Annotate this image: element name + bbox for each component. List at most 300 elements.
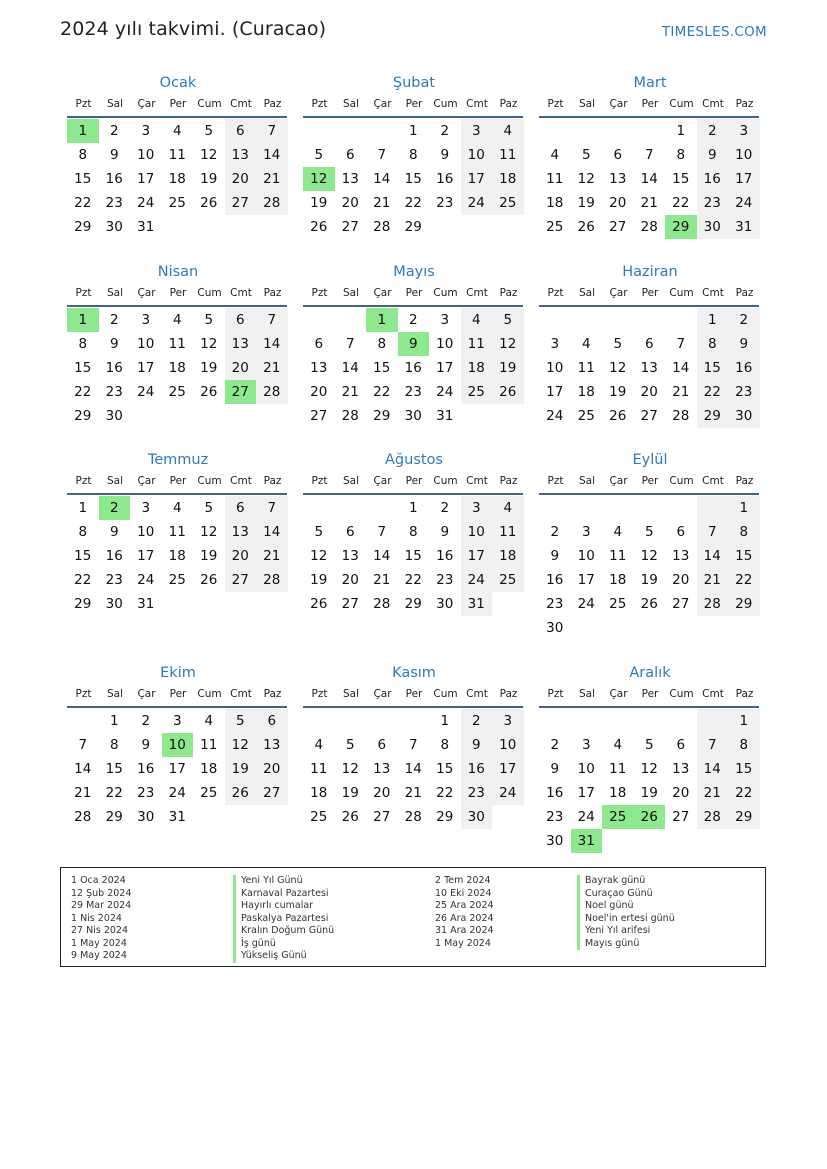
day-cell[interactable]: 11 (546, 171, 564, 187)
day-cell[interactable]: 17 (546, 384, 564, 400)
day-cell[interactable]: 13 (225, 143, 257, 167)
day-cell[interactable]: 1 (728, 496, 760, 520)
day-cell[interactable]: 4 (204, 713, 214, 729)
day-cell[interactable]: 1 (440, 713, 450, 729)
day-cell[interactable]: 30 (105, 219, 123, 235)
day-cell[interactable]: 18 (461, 356, 493, 380)
day-cell[interactable]: 29 (728, 805, 760, 829)
day-cell[interactable]: 1 (109, 713, 119, 729)
day-cell[interactable]: 3 (141, 312, 151, 328)
day-cell[interactable]: 9 (550, 761, 560, 777)
day-cell[interactable]: 2 (109, 123, 119, 139)
day-cell[interactable]: 8 (676, 147, 686, 163)
day-cell[interactable]: 12 (341, 761, 359, 777)
day-cell[interactable]: 25 (492, 568, 524, 592)
day-cell[interactable]: 28 (697, 592, 729, 616)
day-cell[interactable]: 18 (492, 544, 524, 568)
day-cell[interactable]: 6 (644, 336, 654, 352)
day-cell[interactable]: 8 (440, 737, 450, 753)
day-cell[interactable]: 24 (461, 568, 493, 592)
day-cell[interactable]: 27 (672, 809, 690, 825)
holiday-day[interactable]: 2 (99, 496, 131, 520)
day-cell[interactable]: 12 (200, 147, 218, 163)
day-cell[interactable]: 24 (436, 384, 454, 400)
day-cell[interactable]: 19 (310, 195, 328, 211)
day-cell[interactable]: 11 (200, 737, 218, 753)
day-cell[interactable]: 25 (310, 809, 328, 825)
day-cell[interactable]: 16 (728, 356, 760, 380)
day-cell[interactable]: 24 (137, 195, 155, 211)
day-cell[interactable]: 8 (408, 524, 418, 540)
day-cell[interactable]: 13 (373, 761, 391, 777)
day-cell[interactable]: 2 (550, 737, 560, 753)
day-cell[interactable]: 16 (436, 171, 454, 187)
day-cell[interactable]: 6 (345, 524, 355, 540)
day-cell[interactable]: 14 (697, 544, 729, 568)
day-cell[interactable]: 18 (168, 360, 186, 376)
day-cell[interactable]: 11 (609, 548, 627, 564)
day-cell[interactable]: 13 (225, 332, 257, 356)
day-cell[interactable]: 12 (492, 332, 524, 356)
holiday-day[interactable]: 29 (665, 215, 697, 239)
day-cell[interactable]: 2 (440, 500, 450, 516)
day-cell[interactable]: 30 (546, 833, 564, 849)
day-cell[interactable]: 3 (461, 496, 493, 520)
day-cell[interactable]: 18 (310, 785, 328, 801)
day-cell[interactable]: 21 (74, 785, 92, 801)
day-cell[interactable]: 14 (373, 171, 391, 187)
day-cell[interactable]: 3 (728, 119, 760, 143)
day-cell[interactable]: 5 (345, 737, 355, 753)
day-cell[interactable]: 9 (109, 147, 119, 163)
day-cell[interactable]: 17 (436, 360, 454, 376)
day-cell[interactable]: 30 (461, 805, 493, 829)
day-cell[interactable]: 29 (373, 408, 391, 424)
day-cell[interactable]: 30 (728, 404, 760, 428)
day-cell[interactable]: 25 (168, 384, 186, 400)
day-cell[interactable]: 8 (728, 520, 760, 544)
day-cell[interactable]: 10 (137, 524, 155, 540)
day-cell[interactable]: 23 (105, 384, 123, 400)
day-cell[interactable]: 31 (168, 809, 186, 825)
day-cell[interactable]: 9 (697, 143, 729, 167)
day-cell[interactable]: 27 (310, 408, 328, 424)
day-cell[interactable]: 29 (105, 809, 123, 825)
day-cell[interactable]: 17 (137, 171, 155, 187)
holiday-day[interactable]: 1 (67, 119, 99, 143)
day-cell[interactable]: 13 (256, 733, 288, 757)
day-cell[interactable]: 21 (697, 568, 729, 592)
day-cell[interactable]: 13 (341, 548, 359, 564)
day-cell[interactable]: 18 (168, 171, 186, 187)
day-cell[interactable]: 14 (256, 520, 288, 544)
day-cell[interactable]: 30 (105, 408, 123, 424)
day-cell[interactable]: 5 (492, 308, 524, 332)
day-cell[interactable]: 25 (609, 596, 627, 612)
holiday-day[interactable]: 12 (303, 167, 335, 191)
day-cell[interactable]: 26 (492, 380, 524, 404)
day-cell[interactable]: 3 (581, 524, 591, 540)
day-cell[interactable]: 3 (581, 737, 591, 753)
day-cell[interactable]: 6 (225, 308, 257, 332)
day-cell[interactable]: 22 (728, 568, 760, 592)
day-cell[interactable]: 8 (78, 524, 88, 540)
day-cell[interactable]: 2 (440, 123, 450, 139)
day-cell[interactable]: 17 (577, 572, 595, 588)
day-cell[interactable]: 22 (436, 785, 454, 801)
day-cell[interactable]: 20 (672, 572, 690, 588)
holiday-day[interactable]: 1 (67, 308, 99, 332)
day-cell[interactable]: 26 (310, 219, 328, 235)
day-cell[interactable]: 10 (137, 336, 155, 352)
day-cell[interactable]: 23 (546, 596, 564, 612)
day-cell[interactable]: 23 (728, 380, 760, 404)
day-cell[interactable]: 21 (256, 167, 288, 191)
day-cell[interactable]: 14 (672, 360, 690, 376)
day-cell[interactable]: 2 (728, 308, 760, 332)
day-cell[interactable]: 2 (141, 713, 151, 729)
day-cell[interactable]: 13 (640, 360, 658, 376)
day-cell[interactable]: 27 (341, 596, 359, 612)
day-cell[interactable]: 22 (404, 572, 422, 588)
day-cell[interactable]: 11 (168, 524, 186, 540)
day-cell[interactable]: 17 (461, 167, 493, 191)
day-cell[interactable]: 5 (204, 123, 214, 139)
day-cell[interactable]: 9 (440, 524, 450, 540)
day-cell[interactable]: 26 (577, 219, 595, 235)
day-cell[interactable]: 11 (168, 336, 186, 352)
day-cell[interactable]: 11 (492, 143, 524, 167)
day-cell[interactable]: 7 (256, 119, 288, 143)
day-cell[interactable]: 18 (577, 384, 595, 400)
day-cell[interactable]: 25 (168, 195, 186, 211)
day-cell[interactable]: 22 (74, 572, 92, 588)
day-cell[interactable]: 16 (105, 548, 123, 564)
day-cell[interactable]: 28 (640, 219, 658, 235)
day-cell[interactable]: 30 (697, 215, 729, 239)
day-cell[interactable]: 9 (728, 332, 760, 356)
day-cell[interactable]: 19 (200, 360, 218, 376)
day-cell[interactable]: 25 (461, 380, 493, 404)
day-cell[interactable]: 6 (314, 336, 324, 352)
day-cell[interactable]: 7 (377, 147, 387, 163)
day-cell[interactable]: 6 (676, 524, 686, 540)
day-cell[interactable]: 24 (461, 191, 493, 215)
day-cell[interactable]: 17 (461, 544, 493, 568)
day-cell[interactable]: 20 (256, 757, 288, 781)
day-cell[interactable]: 2 (550, 524, 560, 540)
day-cell[interactable]: 15 (74, 360, 92, 376)
day-cell[interactable]: 3 (141, 123, 151, 139)
day-cell[interactable]: 14 (697, 757, 729, 781)
day-cell[interactable]: 8 (728, 733, 760, 757)
day-cell[interactable]: 15 (728, 757, 760, 781)
day-cell[interactable]: 29 (728, 592, 760, 616)
day-cell[interactable]: 27 (225, 191, 257, 215)
day-cell[interactable]: 12 (200, 524, 218, 540)
day-cell[interactable]: 29 (74, 408, 92, 424)
day-cell[interactable]: 15 (672, 171, 690, 187)
day-cell[interactable]: 14 (74, 761, 92, 777)
day-cell[interactable]: 31 (728, 215, 760, 239)
day-cell[interactable]: 23 (461, 781, 493, 805)
day-cell[interactable]: 3 (461, 119, 493, 143)
day-cell[interactable]: 11 (609, 761, 627, 777)
day-cell[interactable]: 18 (546, 195, 564, 211)
day-cell[interactable]: 9 (461, 733, 493, 757)
day-cell[interactable]: 4 (314, 737, 324, 753)
day-cell[interactable]: 1 (728, 709, 760, 733)
day-cell[interactable]: 25 (546, 219, 564, 235)
day-cell[interactable]: 26 (200, 384, 218, 400)
day-cell[interactable]: 24 (577, 809, 595, 825)
day-cell[interactable]: 6 (256, 709, 288, 733)
day-cell[interactable]: 9 (550, 548, 560, 564)
day-cell[interactable]: 10 (436, 336, 454, 352)
day-cell[interactable]: 10 (728, 143, 760, 167)
day-cell[interactable]: 19 (310, 572, 328, 588)
day-cell[interactable]: 20 (225, 167, 257, 191)
day-cell[interactable]: 22 (74, 384, 92, 400)
holiday-day[interactable]: 9 (398, 332, 430, 356)
day-cell[interactable]: 16 (697, 167, 729, 191)
day-cell[interactable]: 3 (492, 709, 524, 733)
day-cell[interactable]: 22 (728, 781, 760, 805)
day-cell[interactable]: 23 (105, 195, 123, 211)
day-cell[interactable]: 19 (200, 548, 218, 564)
day-cell[interactable]: 16 (105, 171, 123, 187)
day-cell[interactable]: 4 (172, 312, 182, 328)
day-cell[interactable]: 15 (404, 171, 422, 187)
day-cell[interactable]: 4 (581, 336, 591, 352)
day-cell[interactable]: 13 (609, 171, 627, 187)
day-cell[interactable]: 11 (577, 360, 595, 376)
day-cell[interactable]: 27 (373, 809, 391, 825)
holiday-day[interactable]: 27 (225, 380, 257, 404)
day-cell[interactable]: 15 (436, 761, 454, 777)
day-cell[interactable]: 5 (644, 737, 654, 753)
day-cell[interactable]: 27 (672, 596, 690, 612)
day-cell[interactable]: 24 (492, 781, 524, 805)
day-cell[interactable]: 12 (609, 360, 627, 376)
day-cell[interactable]: 19 (492, 356, 524, 380)
day-cell[interactable]: 21 (672, 384, 690, 400)
day-cell[interactable]: 5 (204, 312, 214, 328)
day-cell[interactable]: 19 (609, 384, 627, 400)
day-cell[interactable]: 16 (436, 548, 454, 564)
day-cell[interactable]: 21 (373, 572, 391, 588)
day-cell[interactable]: 29 (404, 596, 422, 612)
day-cell[interactable]: 7 (697, 520, 729, 544)
day-cell[interactable]: 25 (168, 572, 186, 588)
day-cell[interactable]: 29 (697, 404, 729, 428)
day-cell[interactable]: 17 (168, 761, 186, 777)
day-cell[interactable]: 26 (225, 781, 257, 805)
holiday-day[interactable]: 25 (602, 805, 634, 829)
day-cell[interactable]: 24 (728, 191, 760, 215)
day-cell[interactable]: 23 (436, 195, 454, 211)
day-cell[interactable]: 1 (78, 500, 88, 516)
day-cell[interactable]: 10 (546, 360, 564, 376)
day-cell[interactable]: 23 (137, 785, 155, 801)
day-cell[interactable]: 7 (377, 524, 387, 540)
day-cell[interactable]: 15 (697, 356, 729, 380)
day-cell[interactable]: 12 (640, 548, 658, 564)
day-cell[interactable]: 10 (577, 761, 595, 777)
day-cell[interactable]: 29 (436, 809, 454, 825)
day-cell[interactable]: 13 (672, 761, 690, 777)
day-cell[interactable]: 29 (404, 219, 422, 235)
day-cell[interactable]: 17 (728, 167, 760, 191)
day-cell[interactable]: 24 (137, 384, 155, 400)
day-cell[interactable]: 18 (609, 572, 627, 588)
day-cell[interactable]: 3 (550, 336, 560, 352)
day-cell[interactable]: 27 (640, 408, 658, 424)
day-cell[interactable]: 4 (492, 496, 524, 520)
day-cell[interactable]: 17 (137, 360, 155, 376)
day-cell[interactable]: 4 (613, 524, 623, 540)
day-cell[interactable]: 22 (697, 380, 729, 404)
day-cell[interactable]: 14 (373, 548, 391, 564)
day-cell[interactable]: 22 (404, 195, 422, 211)
day-cell[interactable]: 4 (172, 123, 182, 139)
day-cell[interactable]: 18 (492, 167, 524, 191)
day-cell[interactable]: 25 (492, 191, 524, 215)
day-cell[interactable]: 15 (728, 544, 760, 568)
day-cell[interactable]: 21 (404, 785, 422, 801)
day-cell[interactable]: 7 (644, 147, 654, 163)
day-cell[interactable]: 28 (697, 805, 729, 829)
day-cell[interactable]: 12 (640, 761, 658, 777)
day-cell[interactable]: 20 (310, 384, 328, 400)
day-cell[interactable]: 11 (492, 520, 524, 544)
day-cell[interactable]: 28 (74, 809, 92, 825)
day-cell[interactable]: 24 (168, 785, 186, 801)
day-cell[interactable]: 11 (310, 761, 328, 777)
day-cell[interactable]: 20 (373, 785, 391, 801)
day-cell[interactable]: 14 (256, 143, 288, 167)
day-cell[interactable]: 5 (314, 147, 324, 163)
day-cell[interactable]: 7 (345, 336, 355, 352)
day-cell[interactable]: 6 (377, 737, 387, 753)
day-cell[interactable]: 26 (200, 195, 218, 211)
day-cell[interactable]: 16 (546, 572, 564, 588)
day-cell[interactable]: 14 (341, 360, 359, 376)
day-cell[interactable]: 7 (78, 737, 88, 753)
day-cell[interactable]: 20 (640, 384, 658, 400)
day-cell[interactable]: 23 (404, 384, 422, 400)
day-cell[interactable]: 30 (137, 809, 155, 825)
day-cell[interactable]: 19 (341, 785, 359, 801)
day-cell[interactable]: 18 (200, 761, 218, 777)
day-cell[interactable]: 20 (341, 195, 359, 211)
day-cell[interactable]: 28 (256, 191, 288, 215)
day-cell[interactable]: 4 (172, 500, 182, 516)
day-cell[interactable]: 4 (550, 147, 560, 163)
day-cell[interactable]: 5 (314, 524, 324, 540)
day-cell[interactable]: 18 (168, 548, 186, 564)
day-cell[interactable]: 13 (341, 171, 359, 187)
day-cell[interactable]: 5 (225, 709, 257, 733)
day-cell[interactable]: 9 (109, 336, 119, 352)
day-cell[interactable]: 7 (408, 737, 418, 753)
day-cell[interactable]: 31 (137, 219, 155, 235)
day-cell[interactable]: 13 (672, 548, 690, 564)
day-cell[interactable]: 28 (256, 380, 288, 404)
day-cell[interactable]: 8 (78, 147, 88, 163)
day-cell[interactable]: 19 (577, 195, 595, 211)
day-cell[interactable]: 9 (440, 147, 450, 163)
day-cell[interactable]: 19 (640, 785, 658, 801)
day-cell[interactable]: 24 (577, 596, 595, 612)
day-cell[interactable]: 19 (225, 757, 257, 781)
day-cell[interactable]: 28 (672, 408, 690, 424)
day-cell[interactable]: 20 (672, 785, 690, 801)
day-cell[interactable]: 17 (577, 785, 595, 801)
day-cell[interactable]: 28 (373, 219, 391, 235)
day-cell[interactable]: 27 (341, 219, 359, 235)
day-cell[interactable]: 21 (256, 356, 288, 380)
day-cell[interactable]: 23 (546, 809, 564, 825)
day-cell[interactable]: 17 (137, 548, 155, 564)
day-cell[interactable]: 5 (204, 500, 214, 516)
day-cell[interactable]: 22 (373, 384, 391, 400)
day-cell[interactable]: 28 (373, 596, 391, 612)
day-cell[interactable]: 21 (640, 195, 658, 211)
day-cell[interactable]: 29 (74, 596, 92, 612)
day-cell[interactable]: 6 (613, 147, 623, 163)
day-cell[interactable]: 28 (256, 568, 288, 592)
day-cell[interactable]: 20 (225, 544, 257, 568)
day-cell[interactable]: 8 (377, 336, 387, 352)
day-cell[interactable]: 6 (225, 496, 257, 520)
day-cell[interactable]: 4 (461, 308, 493, 332)
day-cell[interactable]: 2 (109, 312, 119, 328)
day-cell[interactable]: 7 (676, 336, 686, 352)
day-cell[interactable]: 5 (644, 524, 654, 540)
day-cell[interactable]: 31 (137, 596, 155, 612)
day-cell[interactable]: 10 (137, 147, 155, 163)
day-cell[interactable]: 1 (676, 123, 686, 139)
day-cell[interactable]: 22 (74, 195, 92, 211)
day-cell[interactable]: 5 (613, 336, 623, 352)
day-cell[interactable]: 21 (341, 384, 359, 400)
day-cell[interactable]: 5 (581, 147, 591, 163)
day-cell[interactable]: 8 (78, 336, 88, 352)
day-cell[interactable]: 12 (200, 336, 218, 352)
day-cell[interactable]: 16 (461, 757, 493, 781)
day-cell[interactable]: 13 (225, 520, 257, 544)
day-cell[interactable]: 31 (436, 408, 454, 424)
day-cell[interactable]: 20 (609, 195, 627, 211)
day-cell[interactable]: 27 (609, 219, 627, 235)
day-cell[interactable]: 1 (408, 500, 418, 516)
holiday-day[interactable]: 26 (634, 805, 666, 829)
holiday-day[interactable]: 31 (571, 829, 603, 853)
day-cell[interactable]: 15 (404, 548, 422, 564)
day-cell[interactable]: 2 (408, 312, 418, 328)
day-cell[interactable]: 6 (345, 147, 355, 163)
brand-link[interactable]: TIMESLES.COM (661, 24, 767, 40)
day-cell[interactable]: 26 (640, 596, 658, 612)
day-cell[interactable]: 30 (105, 596, 123, 612)
day-cell[interactable]: 22 (672, 195, 690, 211)
day-cell[interactable]: 24 (137, 572, 155, 588)
day-cell[interactable]: 22 (105, 785, 123, 801)
day-cell[interactable]: 4 (492, 119, 524, 143)
day-cell[interactable]: 23 (105, 572, 123, 588)
day-cell[interactable]: 16 (546, 785, 564, 801)
